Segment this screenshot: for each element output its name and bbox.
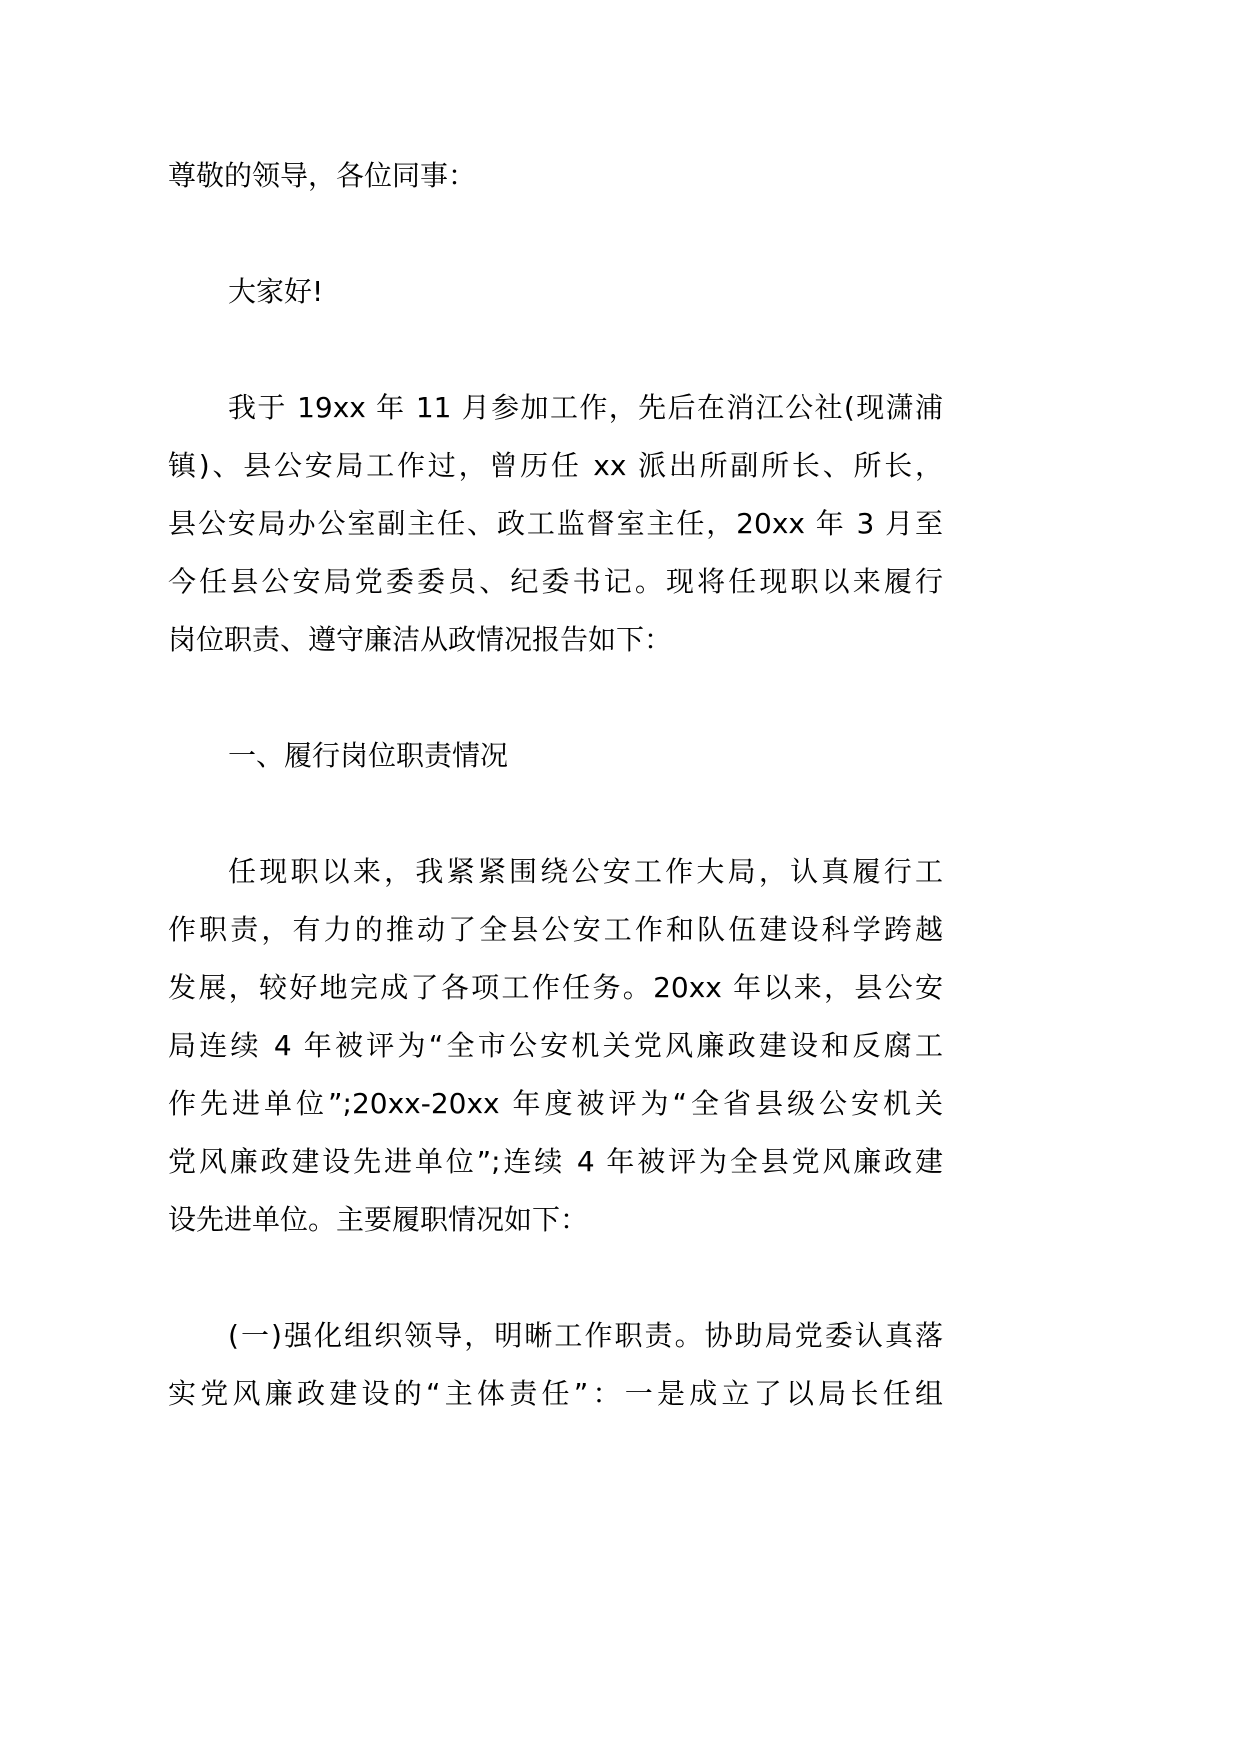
paragraph-line: 设先进单位。主要履职情况如下： [168, 1203, 589, 1236]
section-heading-text: 一、履行岗位职责情况 [228, 739, 509, 772]
paragraph-line: 实党风廉政建设的“主体责任”：一是成立了以局长任组 [168, 1377, 943, 1410]
greeting: 大家好! [228, 275, 324, 308]
paragraph-line: 岗位职责、遵守廉洁从政情况报告如下： [168, 623, 673, 656]
paragraph-line: (一)强化组织领导，明晰工作职责。协助局党委认真落 [228, 1319, 943, 1352]
salutation: 尊敬的领导，各位同事： [168, 159, 477, 192]
paragraph-line: 镇)、县公安局工作过，曾历任 xx 派出所副所长、所长， [168, 449, 943, 482]
paragraph-line: 党风廉政建设先进单位”;连续 4 年被评为全县党风廉政建 [168, 1145, 943, 1178]
paragraph-line: 县公安局办公室副主任、政工监督室主任，20xx 年 3 月至 [168, 507, 943, 540]
paragraph-line: 任现职以来，我紧紧围绕公安工作大局，认真履行工 [228, 855, 943, 888]
paragraph-line: 作先进单位”;20xx-20xx 年度被评为“全省县级公安机关 [168, 1087, 943, 1120]
paragraph-line: 发展，较好地完成了各项工作任务。20xx 年以来，县公安 [168, 971, 943, 1004]
paragraph-line: 作职责，有力的推动了全县公安工作和队伍建设科学跨越 [168, 913, 943, 946]
paragraph-line: 今任县公安局党委委员、纪委书记。现将任现职以来履行 [168, 565, 943, 598]
paragraph-line: 我于 19xx 年 11 月参加工作，先后在消江公社(现潇浦 [228, 391, 943, 424]
paragraph-line: 局连续 4 年被评为“全市公安机关党风廉政建设和反腐工 [168, 1029, 943, 1062]
